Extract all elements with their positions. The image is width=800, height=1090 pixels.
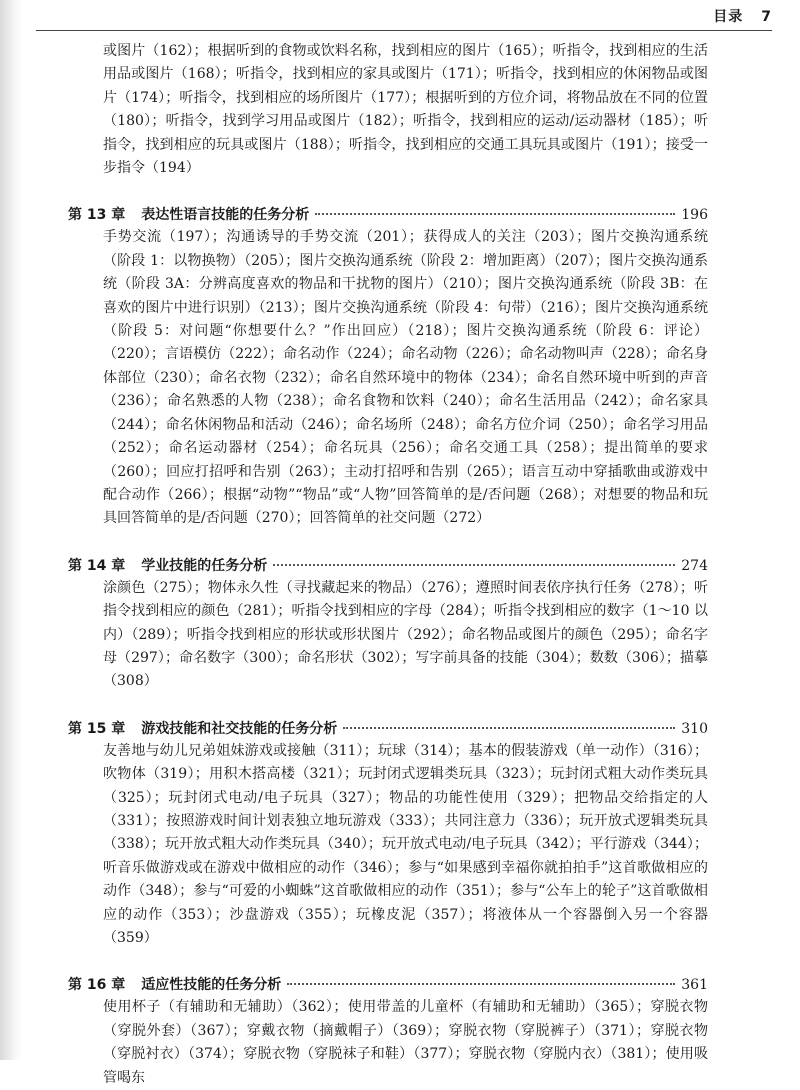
- chapter-heading[interactable]: [68, 718, 708, 738]
- chapter-heading[interactable]: [68, 204, 708, 224]
- chapter-entries: 友善地与幼儿兄弟姐妹游戏或接触（311）；玩球（314）；基本的假装游戏（单一动作）（316）；吹物体（319）；用积木搭高楼（321）；玩封闭式逻辑类玩具（323）；玩封闭式粗大动作类玩具（325）；玩封闭式电动/电子玩具（327）；物品的功能性使用（329）；把物品交给指定的人（331）；按照游戏时间计划表独立地玩游戏（333）；共同注意力（336）；玩开放式逻辑类玩具（338）；玩开放式粗大动作类玩具（340）；玩开放式电动/电子玩具（342）；平行游戏（344）；听音乐做游戏或在游戏中做相应的动作（346）；参与“如果感到幸福你就拍拍手”这首歌做相应的动作（348）；参与“可爱的小蜘蛛”这首歌做相应的动作（351）；参与“公车上的轮子”这首歌做相应的动作（353）；沙盘游戏（355）；玩橡皮泥（357）；将液体从一个容器倒入另一个容器（359）: [103, 742, 708, 946]
- header-page-number: 7: [761, 9, 772, 25]
- chapter-13[interactable]: [68, 204, 708, 530]
- chapter-heading[interactable]: [68, 974, 708, 994]
- chapter-number: 第 13 章: [68, 207, 126, 224]
- chapter-entries: 手势交流（197）；沟通诱导的手势交流（201）；获得成人的关注（203）；图片交换沟通系统（阶段 1：以物换物）（205）；图片交换沟通系统（阶段 2：增加距离）（207）；图片交换沟通系统（阶段 3A：分辨高度喜欢的物品和干扰物的图片）（210）；图片交换沟通系统（阶段 3B：在喜欢的图片中进行识别）（213）；图片交换沟通系统（阶段 4：句带）（216）；图片交换沟通系统（阶段 5：对问题“你想要什么？”作出回应）（218）；图片交换沟通系统（阶段 6：评论）（220）；言语模仿（222）；命名动作（224）；命名动物（226）；命名动物叫声（228）；命名身体部位（230）；命名衣物（232）；命名自然环境中的物体（234）；命名自然环境中听到的声音（236）；命名熟悉的人物（238）；命名食物和饮料（240）；命名生活用品（242）；命名家具（244）；命名休闲物品和活动（246）；命名场所（248）；命名方位介词（250）；命名学习用品（252）；命名运动器材（254）；命名玩具（256）；命名交通工具（258）；提出简单的要求（260）；回应打招呼和告别（263）；主动打招呼和告别（265）；语言互动中穿插歌曲或游戏中配合动作（266）；根据“动物”“物品”或“人物”回答简单的是/否问题（268）；对想要的物品和玩具回答简单的是/否问题（270）；回答简单的社交问题（272）: [103, 229, 708, 527]
- header-rule: [36, 30, 772, 31]
- header-label: 目录: [713, 9, 744, 25]
- chapter-title: 表达性语言技能的任务分析: [141, 207, 310, 224]
- chapter-title: 学业技能的任务分析: [141, 557, 268, 574]
- chapter-page-number: 274: [681, 557, 708, 574]
- chapter-14[interactable]: [68, 555, 708, 694]
- running-header: [713, 6, 772, 26]
- toc-content: [68, 40, 708, 1090]
- leader-dots: [287, 983, 675, 985]
- page-gutter-shadow: [0, 0, 22, 1060]
- chapter-heading[interactable]: [68, 555, 708, 575]
- chapter-title: 游戏技能和社交技能的任务分析: [141, 720, 338, 737]
- chapter-number: 第 16 章: [68, 977, 126, 994]
- chapter-page-number: 196: [681, 207, 708, 224]
- chapter-page-number: 310: [681, 720, 708, 737]
- chapter-title: 适应性技能的任务分析: [141, 977, 282, 994]
- chapter-entries: 使用杯子（有辅助和无辅助）（362）；使用带盖的儿童杯（有辅助和无辅助）（365）；穿脱衣物（穿脱外套）（367）；穿戴衣物（摘戴帽子）（369）；穿脱衣物（穿脱裤子）（371）；穿脱衣物（穿脱衬衣）（374）；穿脱衣物（穿脱袜子和鞋）（377）；穿脱衣物（穿脱内衣）（381）；使用吸管喝东: [103, 999, 708, 1086]
- chapter-entries: 涂颜色（275）；物体永久性（寻找藏起来的物品）（276）；遵照时间表依序执行任务（278）；听指令找到相应的颜色（281）；听指令找到相应的字母（284）；听指令找到相应的数字（1～10 以内）（289）；听指令找到相应的形状或形状图片（292）；命名物品或图片的颜色（295）；命名字母（297）；命名数字（300）；命名形状（302）；写字前具备的技能（304）；数数（306）；描摹（308）: [103, 579, 708, 690]
- chapter-16[interactable]: [68, 974, 708, 1090]
- chapter-page-number: 361: [681, 977, 708, 994]
- chapter-number: 第 15 章: [68, 720, 126, 737]
- leader-dots: [273, 564, 675, 566]
- chapter-15[interactable]: [68, 718, 708, 951]
- leader-dots: [315, 213, 675, 215]
- chapter-12-continuation: 或图片（162）；根据听到的食物或饮料名称，找到相应的图片（165）；听指令，找到相应的生活用品或图片（168）；听指令，找到相应的家具或图片（171）；听指令，找到相应的休闲物品或图片（174）；听指令，找到相应的场所图片（177）；根据听到的方位介词，将物品放在不同的位置（180）；听指令，找到学习用品或图片（182）；听指令，找到相应的运动/运动器材（185）；听指令，找到相应的玩具或图片（188）；听指令，找到相应的交通工具玩具或图片（191）；接受一步指令（194）: [103, 43, 708, 177]
- leader-dots: [343, 727, 675, 729]
- chapter-number: 第 14 章: [68, 557, 126, 574]
